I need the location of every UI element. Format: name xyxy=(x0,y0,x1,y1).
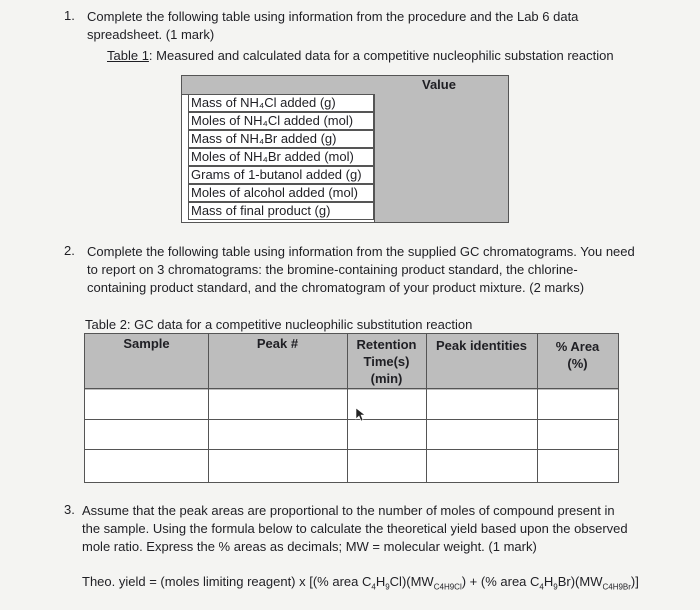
retention-line2: Time(s) xyxy=(363,354,410,369)
table1-header xyxy=(182,76,508,95)
q2-line3: containing product standard, and the chromatogram of your product mixture. (2 marks) xyxy=(87,280,585,295)
table1-caption-label: Table 1 xyxy=(107,48,149,63)
table2-col-divider xyxy=(208,334,209,482)
formula-part: H xyxy=(375,574,386,589)
q2-number: 2. xyxy=(64,243,75,258)
table2-header-sample: Sample xyxy=(123,336,170,351)
q1-number: 1. xyxy=(64,8,75,23)
formula-sub: 9 xyxy=(385,582,390,592)
mouse-cursor-icon xyxy=(355,407,367,423)
q2-line1: Complete the following table using information from the supplied GC chromatograms. You need xyxy=(87,244,635,259)
formula-part: ) + (% area C xyxy=(461,574,540,589)
q3-text xyxy=(82,502,694,556)
formula-part: Br)(MW xyxy=(557,574,603,589)
table1-row-label: Moles of NH₄Br added (mol) xyxy=(191,149,354,164)
formula-sub: 9 xyxy=(553,582,558,592)
table2-header-retention xyxy=(347,336,426,387)
table2-row-divider xyxy=(85,419,618,420)
q1-line2: spreadsheet. (1 mark) xyxy=(87,27,215,42)
q2-text xyxy=(87,243,687,297)
formula-sub: C4H9Br xyxy=(602,582,631,592)
q3-line1: Assume that the peak areas are proportional to the number of moles of compound present in xyxy=(82,503,615,518)
table2-header-identities: Peak identities xyxy=(435,338,528,353)
table2-row-divider xyxy=(85,449,618,450)
table1-value-header: Value xyxy=(422,77,456,92)
table2-row-divider xyxy=(85,388,618,389)
formula-sub: C4H9Cl xyxy=(433,582,462,592)
area-line2: (%) xyxy=(567,356,588,371)
table1-row-label: Mass of NH₄Cl added (g) xyxy=(191,95,336,110)
table1-row-label: Mass of final product (g) xyxy=(191,203,331,218)
table1-row-label: Moles of NH₄Cl added (mol) xyxy=(191,113,354,128)
theoretical-yield-formula xyxy=(82,574,639,592)
formula-part: Cl)(MW xyxy=(389,574,434,589)
retention-line1: Retention xyxy=(356,337,417,352)
formula-part: )] xyxy=(630,574,639,589)
area-line1: % Area xyxy=(555,339,600,354)
table1-caption-rest: : Measured and calculated data for a competitive nucleophilic substation reaction xyxy=(148,48,614,63)
formula-sub: 4 xyxy=(371,582,376,592)
q2-line2: to report on 3 chromatograms: the bromine-containing product standard, the chlorine- xyxy=(87,262,578,277)
table2-header-peak: Peak # xyxy=(256,336,299,351)
table1-row-label: Grams of 1-butanol added (g) xyxy=(191,167,362,182)
q1-text xyxy=(87,8,687,44)
q1-line1: Complete the following table using information from the procedure and the Lab 6 data xyxy=(87,9,579,24)
formula-part: Theo. yield = (moles limiting reagent) x [(% area C xyxy=(82,574,372,589)
table1-row-label: Moles of alcohol added (mol) xyxy=(191,185,358,200)
retention-line3: (min) xyxy=(370,371,403,386)
q3-number: 3. xyxy=(64,502,75,517)
formula-part: H xyxy=(543,574,554,589)
table2 xyxy=(84,333,619,483)
q3-line2: the sample. Using the formula below to calculate the theoretical yield based upon the observed xyxy=(82,521,628,536)
table2-col-divider xyxy=(426,334,427,482)
table1-caption xyxy=(107,48,614,63)
table1-row-label: Mass of NH₄Br added (g) xyxy=(191,131,337,146)
table1-value-column xyxy=(375,94,508,222)
table2-caption: Table 2: GC data for a competitive nucleophilic substitution reaction xyxy=(85,317,473,332)
q3-line3: mole ratio. Express the % areas as decimals; MW = molecular weight. (1 mark) xyxy=(82,539,537,554)
table1 xyxy=(181,75,509,223)
table1-column-divider xyxy=(374,94,375,222)
table2-header-area xyxy=(537,338,618,372)
formula-sub: 4 xyxy=(539,582,544,592)
